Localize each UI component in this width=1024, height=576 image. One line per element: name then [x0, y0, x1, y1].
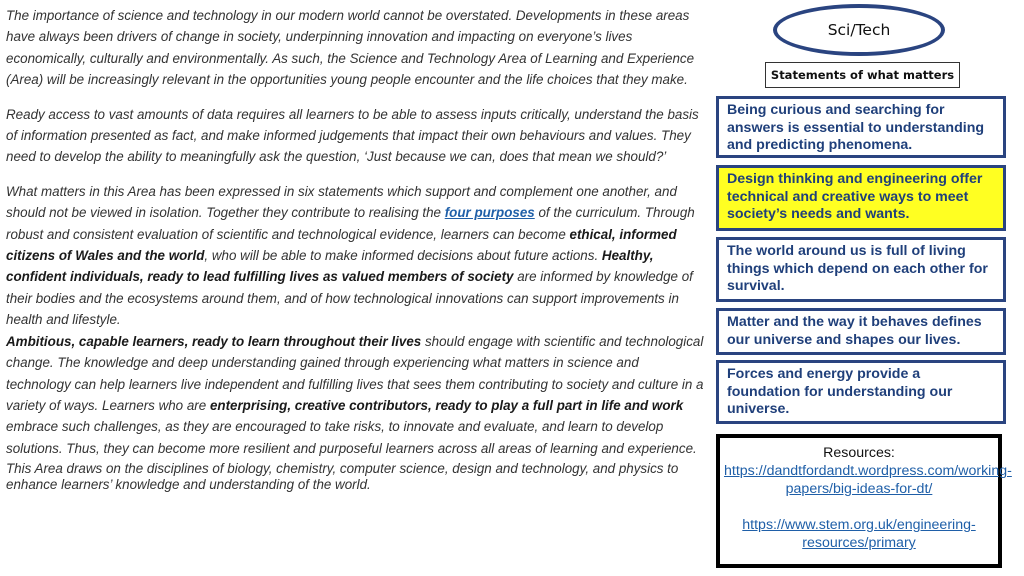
paragraph-what-matters — [6, 181, 706, 331]
main-text — [6, 5, 706, 493]
text-segment: of the curriculum. Through robust and consistent evaluation of scientific and technological evidence, learners can become — [6, 205, 695, 242]
statement-box-matter — [716, 308, 1006, 355]
paragraph-disciplines: This Area draws on the disciplines of biology, chemistry, computer science, design and technology, and physics to enhance learners’ knowledge and understanding of the world. — [6, 461, 679, 493]
statement-box-living-things — [716, 237, 1006, 302]
statements-heading-label: Statements of what matters — [770, 68, 955, 82]
text-segment: are informed by knowledge of their bodies and the ecosystems around them, and of how technological innovations can support improvements in health and lifestyle. — [6, 269, 693, 328]
resources-title: Resources: — [823, 445, 895, 461]
statement-text: Being curious and searching for answers is essential to understanding and predicting phenomena. — [727, 102, 985, 153]
resources-box — [716, 434, 1012, 568]
statement-box-forces — [716, 360, 1006, 424]
resource-link-dandt[interactable]: https://dandtfordandt.wordpress.com/working-papers/big-ideas-for-dt/ — [724, 463, 1012, 497]
paragraph-data: Ready access to vast amounts of data requires all learners to be able to assess inputs critically, understand the basis of information presented as fact, and make informed judgements that impact their own behaviours and values. They need to develop the ability to meaningfully ask the question, ‘Just because we can, does that mean we should?’ — [6, 106, 699, 165]
statement-text: Matter and the way it behaves defines our universe and shapes our lives. — [727, 314, 982, 348]
text-segment: should engage with scientific and technological change. The knowledge and deep understanding gained through experiencing what matters in science and technology can help learners live independent and fulfilling lives that sees them contributing to society and culture in a variety of ways. Learners who are — [6, 333, 704, 413]
statement-text: Design thinking and engineering offer technical and creative ways to meet society’s needs and wants. — [727, 171, 983, 222]
bold-ethical-citizens: ethical, informed citizens of Wales and the world — [6, 226, 677, 264]
statements-heading — [765, 62, 960, 88]
resources-spacer — [724, 498, 994, 516]
statement-text: The world around us is full of living things which depend on each other for survival. — [727, 243, 988, 294]
statement-box-curious — [716, 96, 1006, 158]
paragraph-ambitious — [6, 331, 706, 459]
four-purposes-link[interactable]: four purposes — [444, 205, 535, 221]
statement-box-design — [716, 165, 1006, 231]
text-segment: , who will be able to make informed decisions about future actions. — [204, 248, 602, 264]
text-segment: What matters in this Area has been expressed in six statements which support and complement one another, and should not be viewed in isolation. Together they contribute to realising the — [6, 183, 677, 221]
paragraph-intro: The importance of science and technology in our modern world cannot be overstated. Developments in these areas have always been drivers of change in society, underpinning innovation and impacting on everyone’s lives economically, culturally and environmentally. As such, the Science and Technology Area of Learning and Experience (Area) will be increasingly relevant in the opportunities young people encounter and the life choices that they make. — [6, 8, 695, 88]
topic-oval — [773, 4, 945, 56]
bold-healthy-individuals: Healthy, confident individuals, ready to lead fulfilling lives as valued members of society — [6, 248, 654, 285]
resource-link-stem[interactable]: https://www.stem.org.uk/engineering-resources/primary — [742, 517, 976, 551]
statement-text: Forces and energy provide a foundation for understanding our universe. — [727, 366, 953, 417]
text-segment: embrace such challenges, as they are encouraged to take risks, to innovate and evaluate, and learn to develop solutions. Thus, they can become more resilient and purposeful learners across all areas of learning and experience. — [6, 419, 697, 456]
topic-title: Sci/Tech — [827, 21, 891, 39]
bold-ambitious-learners: Ambitious, capable learners, ready to learn throughout their lives — [6, 333, 422, 349]
bold-enterprising-contributors: enterprising, creative contributors, ready to play a full part in life and work — [209, 397, 684, 413]
